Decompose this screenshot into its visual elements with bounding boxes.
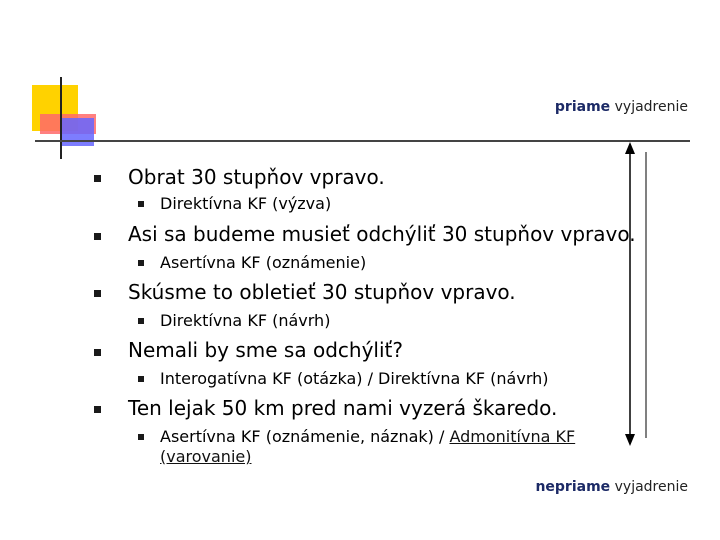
header-rest: vyjadrenie [614,99,688,115]
bullet [94,233,101,240]
footer-rest: vyjadrenie [614,479,688,495]
sub-part-a: Asertívna KF (oznámenie, náznak) / [160,427,450,446]
sub-part-b: Admonitívna KF [449,427,576,446]
sub-bullet [138,434,144,440]
list-item-text: Skúsme to obletieť 30 stupňov vpravo. [128,280,516,304]
footer-strong: nepriame [535,479,611,495]
list-item-sub [160,427,630,467]
list-item-sub: Direktívna KF (výzva) [160,194,332,213]
footer-label [535,479,688,495]
list-item-text: Nemali by sme sa odchýliť? [128,338,403,362]
scale-arrow-icon [620,140,660,450]
list-item-sub: Asertívna KF (oznámenie) [160,253,367,272]
sub-part-c: (varovanie) [160,447,252,466]
sub-bullet [138,260,144,266]
header-label [555,99,688,115]
bullet [94,175,101,182]
header-strong: priame [554,99,611,115]
bullet [94,349,101,356]
sub-bullet [138,201,144,207]
title-divider-line [35,140,690,142]
decor-vertical-line [60,77,62,159]
bullet [94,290,101,297]
list-item-sub: Interogatívna KF (otázka) / Direktívna KF (návrh) [160,369,549,388]
list-item-text: Ten lejak 50 km pred nami vyzerá škaredo. [128,396,558,420]
bullet [94,406,101,413]
list-item-text: Asi sa budeme musieť odchýliť 30 stupňov vpravo. [128,222,636,246]
sub-bullet [138,376,144,382]
sub-bullet [138,318,144,324]
list-item-text: Obrat 30 stupňov vpravo. [128,165,385,189]
list-item-sub: Direktívna KF (návrh) [160,311,331,330]
